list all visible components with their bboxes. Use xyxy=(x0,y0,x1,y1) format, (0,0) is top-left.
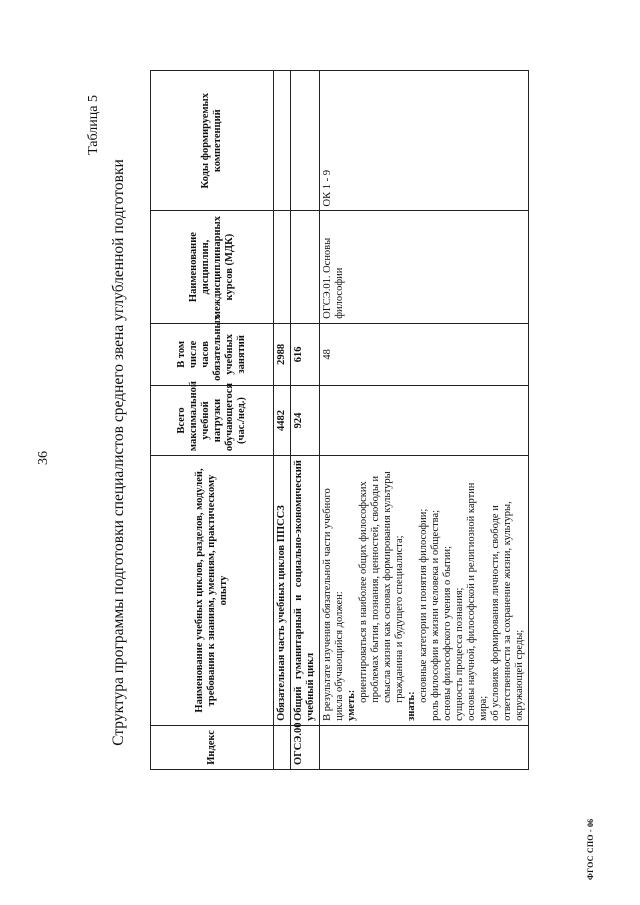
cycle-index: ОГСЭ.00 xyxy=(291,725,320,769)
mandatory-discipline-cell xyxy=(274,211,291,323)
mandatory-index-cell xyxy=(274,725,291,769)
header-name: Наименование учебных циклов, разделов, модулей, требования к знаниям, умениям, практическому опыту xyxy=(151,456,274,726)
cycle-hours: 616 xyxy=(291,323,320,385)
requirements-intro: В результате изучения обязательной части учебного цикла обучающийся должен: xyxy=(322,488,345,721)
page-title: Структура программы подготовки специалистов среднего звена углубленной подготовки xyxy=(110,159,127,746)
table-header-row xyxy=(151,71,274,770)
mandatory-competency-cell xyxy=(274,71,291,211)
mandatory-hours: 2988 xyxy=(274,323,291,385)
discipline-requirements xyxy=(320,456,529,726)
table-label: Таблица 5 xyxy=(86,95,101,155)
cycle-total: 924 xyxy=(291,385,320,455)
table-row-discipline xyxy=(320,71,529,770)
curriculum-table xyxy=(150,70,529,770)
cycle-label: Общий гуманитарный и социально-экономический учебный цикл xyxy=(291,456,320,726)
header-total-load: Всего максимальной учебной нагрузки обучающегося (час./нед.) xyxy=(151,385,274,455)
mandatory-label: Обязательная часть учебных циклов ППССЗ xyxy=(274,456,291,726)
knowledge-label: знать: xyxy=(406,691,417,721)
discipline-total-cell xyxy=(320,385,529,455)
knowledge-item: роль философии в жизни человека и общества; xyxy=(430,509,441,721)
header-hours: В том числе часов обязательных учебных занятий xyxy=(151,323,274,385)
footer-code: ФГОС СПО - 06 xyxy=(586,818,595,880)
discipline-name: ОГСЭ.01. Основы философии xyxy=(320,211,529,323)
knowledge-item: об условиях формирования личности, свободе и ответственности за сохранение жизни, культуры, окружающей среды; xyxy=(490,501,525,721)
cycle-discipline-cell xyxy=(291,211,320,323)
knowledge-item: сущность процесса познания; xyxy=(454,587,465,721)
mandatory-total: 4482 xyxy=(274,385,291,455)
header-discipline: Наименование дисциплин, междисциплинарных курсов (МДК) xyxy=(151,211,274,323)
skills-text: ориентироваться в наиболее общих философских проблемах бытия, познания, ценностей, свободы и смысла жизни как основах формирования культуры гражданина и будущего специалиста; xyxy=(358,471,405,703)
table-row-cycle xyxy=(291,71,320,770)
knowledge-item: основы научной, философской и религиозной картин мира; xyxy=(466,482,489,721)
knowledge-item: основы философского учения о бытии; xyxy=(442,546,453,721)
header-competencies: Коды формируемых компетенций xyxy=(151,71,274,211)
discipline-hours: 48 xyxy=(320,323,529,385)
header-index: Индекс xyxy=(151,725,274,769)
knowledge-item: основные категории и понятия философии; xyxy=(418,508,429,703)
discipline-index-cell xyxy=(320,725,529,769)
cycle-competency-cell xyxy=(291,71,320,211)
skills-label: уметь: xyxy=(346,689,357,721)
page-number: 36 xyxy=(36,451,51,465)
discipline-competencies: ОК 1 - 9 xyxy=(320,71,529,211)
table-row-mandatory xyxy=(274,71,291,770)
